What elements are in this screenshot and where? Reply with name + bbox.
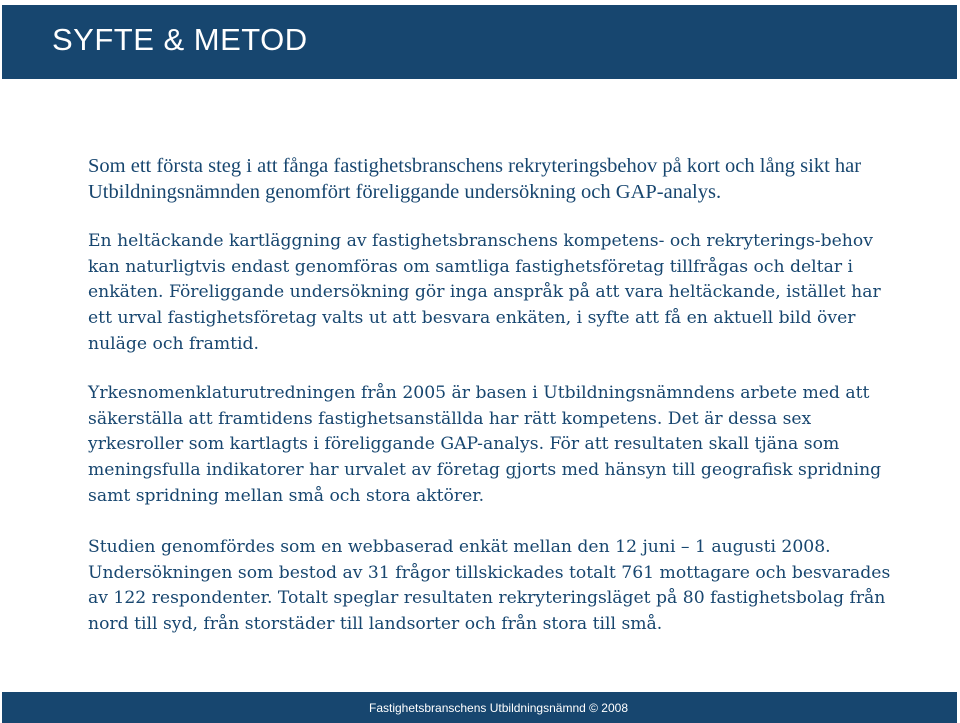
paragraph-occupations: Yrkesnomenklaturutredningen från 2005 är basen i Utbildningsnämndens arbete med att säkerställa att framtidens fastighetsanställda har rätt kompetens. Det är dessa sex yrkesroller som kartlagts i föreliggande GAP-analys. För att resultaten skall tjäna som meningsfulla indikatorer har urvalet av företag gjorts med hänsyn till geografisk spridning samt spridning mellan små och stora aktörer. <box>88 383 882 506</box>
paragraph-purpose: Som ett första steg i att fånga fastighetsbranschens rekryteringsbehov på kort och lång sikt har Utbildningsnämnden genomfört föreliggande undersökning och GAP-analys. <box>88 155 862 203</box>
slide-title: SYFTE & METOD <box>52 22 308 57</box>
paragraph-coverage: En heltäckande kartläggning av fastighetsbranschens kompetens- och rekryterings-behov kan naturligtvis endast genomföras om samtliga fastighetsföretag tillfrågas och deltar i enkäten. Föreliggande undersökning gör inga anspråk på att vara heltäckande, istället har ett urval fastighetsföretag valts ut att besvara enkäten, i syfte att få en aktuell bild över nuläge och framtid. <box>88 231 881 354</box>
slide-body <box>88 154 908 638</box>
footer-text: Fastighetsbranschens Utbildningsnämnd © 2008 <box>369 701 628 715</box>
paragraph-method: Studien genomfördes som en webbaserad enkät mellan den 12 juni – 1 augusti 2008. Undersökningen som bestod av 31 frågor tillskickades totalt 761 mottagare och besvarades av 122 respondenter. Totalt speglar resultaten rekryteringsläget på 80 fastighetsbolag från nord till syd, från storstäder till landsorter och från stora till små. <box>88 537 891 634</box>
